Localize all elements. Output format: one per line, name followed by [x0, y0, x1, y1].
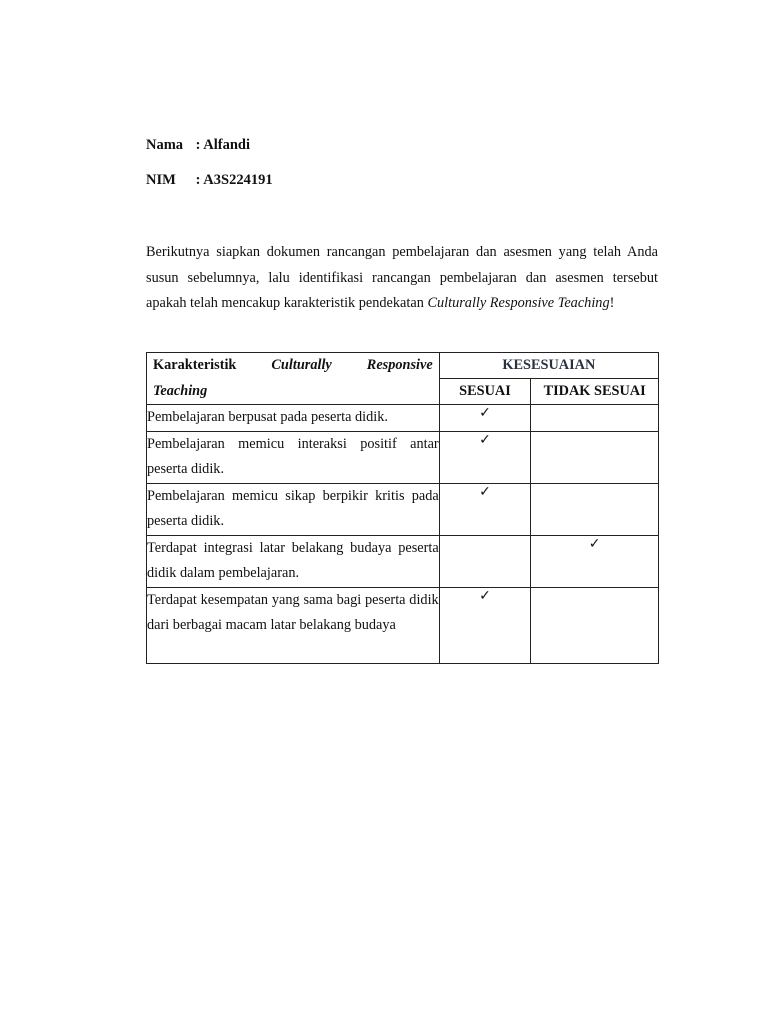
check-tidak-sesuai [531, 431, 659, 483]
header-italic-1: Culturally [271, 357, 332, 373]
nim-value: : A3S224191 [195, 172, 273, 188]
header-tidak-sesuai: TIDAK SESUAI [531, 379, 659, 405]
instruction-emphasis: Culturally Responsive Teaching [427, 295, 610, 311]
header-karakteristik [147, 353, 440, 405]
table-row [147, 483, 659, 535]
row-characteristic: Terdapat kesempatan yang sama bagi peserta didik dari berbagai macam latar belakang budaya [147, 587, 440, 663]
table-row [147, 431, 659, 483]
header-sesuai: SESUAI [439, 379, 531, 405]
header-italic-3: Teaching [153, 382, 208, 399]
check-sesuai: ✓ [439, 405, 531, 432]
table-row [147, 587, 659, 663]
check-tidak-sesuai [531, 483, 659, 535]
header-karakteristik-prefix: Karakteristik [153, 357, 237, 373]
nama-value: : Alfandi [195, 137, 251, 153]
table-header-row [147, 353, 659, 379]
check-sesuai: ✓ [439, 587, 531, 663]
check-sesuai: ✓ [439, 431, 531, 483]
header-kesesuaian: KESESUAIAN [439, 353, 658, 379]
check-sesuai [439, 535, 531, 587]
crt-checklist-table [146, 352, 659, 664]
row-characteristic: Pembelajaran memicu sikap berpikir kritis pada peserta didik. [147, 483, 440, 535]
table-row [147, 535, 659, 587]
student-nim-line [146, 172, 273, 189]
check-tidak-sesuai [531, 405, 659, 432]
check-sesuai: ✓ [439, 483, 531, 535]
student-name-line [146, 137, 250, 154]
instruction-end: ! [609, 295, 615, 311]
header-italic-2: Responsive [366, 357, 433, 373]
check-tidak-sesuai [531, 587, 659, 663]
nim-label: NIM [146, 172, 176, 188]
instruction-text: Berikutnya siapkan dokumen rancangan pembelajaran dan asesmen yang telah Anda susun sebelumnya, lalu identifikasi rancangan pembelajaran dan asesmen tersebut apakah telah mencakup karakteristik pendekatan [146, 244, 658, 311]
table-row [147, 405, 659, 432]
row-characteristic: Terdapat integrasi latar belakang budaya peserta didik dalam pembelajaran. [147, 535, 440, 587]
row-characteristic: Pembelajaran berpusat pada peserta didik. [147, 405, 440, 432]
instruction-paragraph [146, 240, 658, 317]
check-tidak-sesuai: ✓ [531, 535, 659, 587]
row-characteristic: Pembelajaran memicu interaksi positif antar peserta didik. [147, 431, 440, 483]
nama-label: Nama [146, 137, 184, 153]
